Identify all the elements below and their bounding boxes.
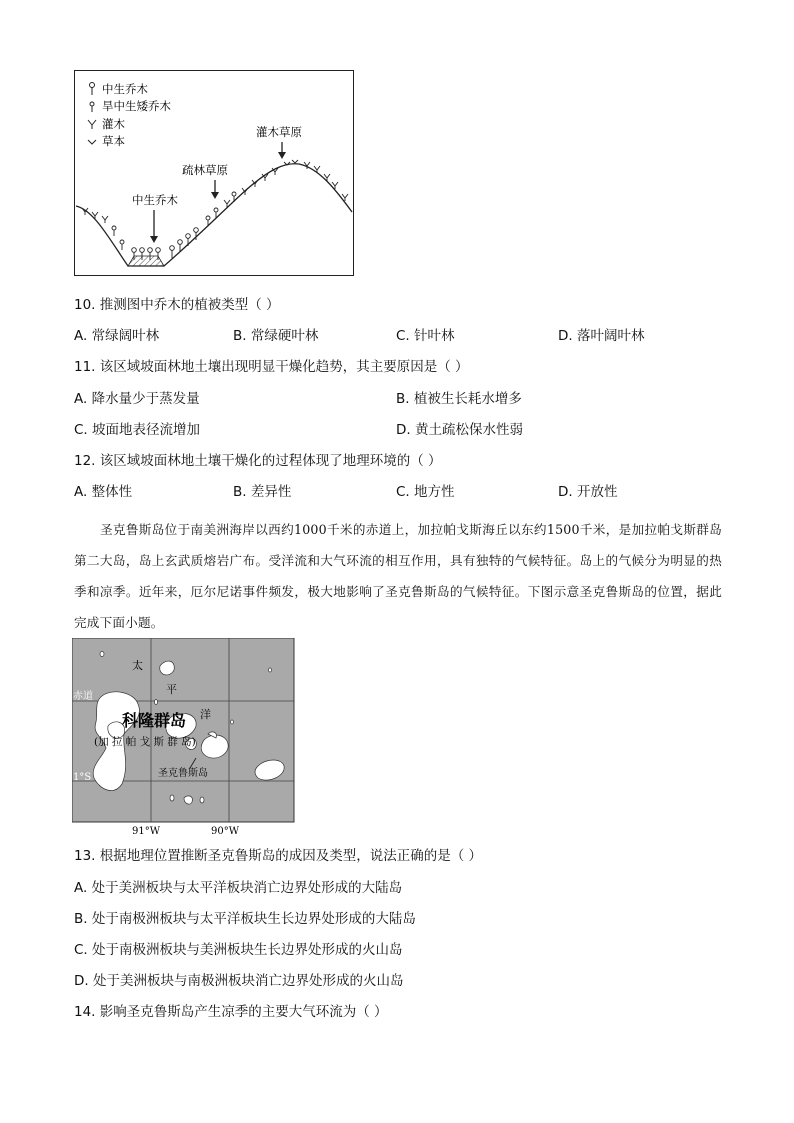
option: C. 坡面地表径流增加 bbox=[74, 422, 201, 438]
legend-label: 灌木 bbox=[102, 117, 125, 131]
island-label: 圣克鲁斯岛 bbox=[158, 768, 208, 779]
shrub-grassland-label: 灌木草原 bbox=[256, 125, 302, 139]
option: A. 整体性 bbox=[74, 484, 133, 500]
question-stem: 14. 影响圣克鲁斯岛产生凉季的主要大气环流为（ ） bbox=[74, 1004, 388, 1020]
sparse-grassland-label: 疏林草原 bbox=[182, 163, 228, 177]
question-stem: 10. 推测图中乔木的植被类型（ ） bbox=[74, 297, 280, 313]
question-stem: 13. 根据地理位置推断圣克鲁斯岛的成因及类型，说法正确的是（ ） bbox=[74, 848, 483, 864]
question-stem: 12. 该区域坡面林地土壤干燥化的过程体现了地理环境的（ ） bbox=[74, 453, 442, 469]
option: D. 处于美洲板块与南极洲板块消亡边界处形成的火山岛 bbox=[74, 973, 404, 989]
legend-label: 旱中生矮乔木 bbox=[102, 99, 171, 113]
option: D. 开放性 bbox=[558, 484, 618, 500]
option: A. 处于美洲板块与太平洋板块消亡边界处形成的大陆岛 bbox=[74, 880, 403, 896]
legend-label: 中生乔木 bbox=[102, 82, 148, 96]
option: C. 地方性 bbox=[396, 484, 455, 500]
option: C. 针叶林 bbox=[396, 328, 455, 344]
legend-label: 草本 bbox=[102, 134, 125, 148]
longitude-label: 90°W bbox=[211, 826, 240, 837]
reading-passage: 圣克鲁斯岛位于南美洲海岸以西约1000千米的赤道上，加拉帕戈斯海丘以东约1500千米，是加拉帕戈斯群岛第二大岛，岛上玄武质熔岩广布。受洋流和大气环流的相互作用，具有独特的气候特征。岛上的气候分为明显的热季和凉季。近年来，厄尔尼诺事件频发，极大地影响了圣克鲁斯岛的气候特征。下图示意圣克鲁斯岛的位置，据此完成下面小题。 bbox=[74, 522, 722, 630]
equator-label: 赤道 bbox=[73, 691, 93, 702]
ocean-label: 太 bbox=[132, 659, 143, 672]
galapagos-map-figure bbox=[72, 638, 296, 838]
option: B. 植被生长耗水增多 bbox=[396, 391, 522, 407]
option: A. 降水量少于蒸发量 bbox=[74, 391, 200, 407]
option: D. 黄土疏松保水性弱 bbox=[396, 422, 523, 438]
valley-water bbox=[128, 256, 164, 266]
option: B. 差异性 bbox=[233, 484, 292, 500]
option: D. 落叶阔叶林 bbox=[558, 328, 645, 344]
option: B. 处于南极洲板块与太平洋板块生长边界处形成的大陆岛 bbox=[74, 911, 416, 927]
option: B. 常绿硬叶林 bbox=[233, 328, 319, 344]
longitude-label: 91°W bbox=[132, 826, 161, 837]
option: C. 处于南极洲板块与美洲板块生长边界处形成的火山岛 bbox=[74, 942, 403, 958]
ocean-label: 平 bbox=[166, 683, 177, 696]
archipelago-label: 科隆群岛 bbox=[122, 711, 187, 730]
ocean-label: 洋 bbox=[200, 708, 211, 721]
vegetation-profile-figure bbox=[74, 70, 354, 276]
archipelago-alt-label: (加 拉 帕 戈 斯 群 岛) bbox=[94, 736, 196, 748]
question-stem: 11. 该区域坡面林地土壤出现明显干燥化趋势，其主要原因是（ ） bbox=[74, 359, 469, 375]
mesic-tree-label: 中生乔木 bbox=[132, 193, 178, 207]
latitude-label: 1°S bbox=[73, 772, 92, 783]
option: A. 常绿阔叶林 bbox=[74, 328, 160, 344]
